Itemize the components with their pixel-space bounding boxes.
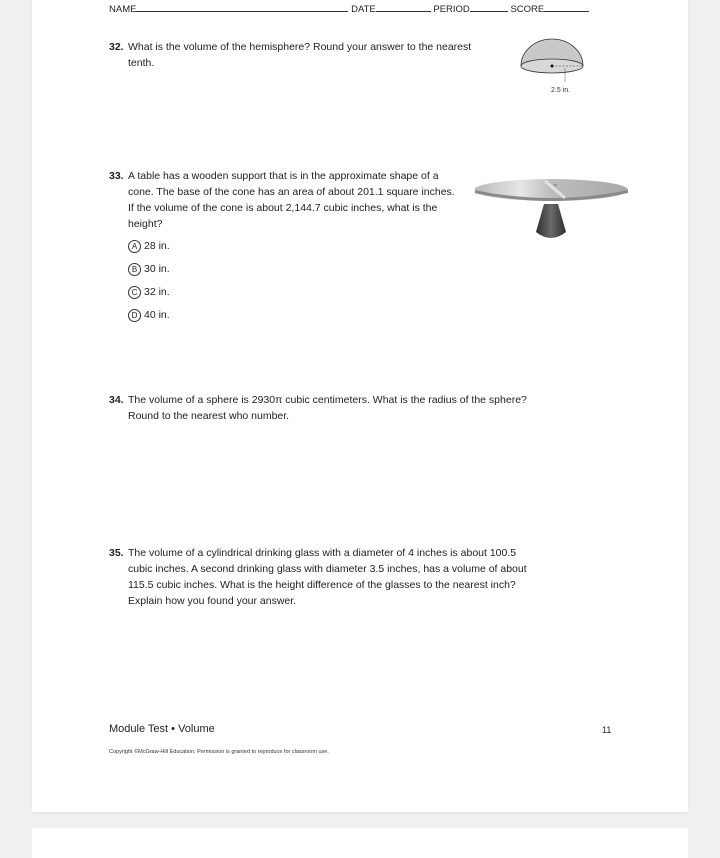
- period-blank[interactable]: [470, 2, 508, 12]
- question-text: [128, 545, 527, 609]
- date-blank[interactable]: [376, 2, 431, 12]
- question-33: [109, 168, 489, 328]
- table-figure: [475, 172, 635, 244]
- question-35: [109, 545, 579, 611]
- radius-label: 2.5 in.: [551, 87, 571, 94]
- question-line: What is the volume of the hemisphere? Round your answer to the nearest: [128, 41, 472, 53]
- date-label: DATE: [351, 4, 376, 15]
- score-blank[interactable]: [544, 2, 589, 12]
- choice-a[interactable]: [128, 238, 170, 254]
- question-34: [109, 392, 579, 426]
- copyright-notice: Copyright ©McGraw-Hill Education. Permission is granted to reproduce for classroom use.: [109, 749, 329, 755]
- name-label: NAME: [109, 4, 137, 15]
- question-line: 115.5 cubic inches. What is the height difference of the glasses to the nearest inch?: [128, 579, 516, 591]
- question-line: cubic inches. A second drinking glass with diameter 3.5 inches, has a volume of about: [128, 563, 527, 575]
- choice-text: 30 in.: [144, 263, 170, 275]
- question-text: [128, 392, 527, 424]
- period-label: PERIOD: [433, 4, 470, 15]
- question-line: A table has a wooden support that is in the approximate shape of a: [128, 170, 439, 182]
- question-line: If the volume of the cone is about 2,144.7 cubic inches, what is the: [128, 202, 438, 214]
- question-line: Round to the nearest who number.: [128, 410, 290, 422]
- worksheet-page: [32, 0, 688, 812]
- choice-text: 40 in.: [144, 309, 170, 321]
- choice-text: 32 in.: [144, 286, 170, 298]
- question-line: The volume of a cylindrical drinking glass with a diameter of 4 inches is about 100.5: [128, 547, 517, 559]
- score-label: SCORE: [510, 4, 545, 15]
- question-number: 34.: [109, 394, 124, 406]
- question-32: [109, 39, 509, 73]
- choice-bubble[interactable]: A: [128, 240, 141, 253]
- question-line: Explain how you found your answer.: [128, 595, 297, 607]
- choice-bubble[interactable]: B: [128, 263, 141, 276]
- choice-bubble[interactable]: C: [128, 286, 141, 299]
- question-line: height?: [128, 218, 163, 230]
- choice-c[interactable]: [128, 284, 170, 300]
- choice-b[interactable]: [128, 261, 170, 277]
- question-number: 33.: [109, 170, 124, 182]
- choice-text: 28 in.: [144, 240, 170, 252]
- next-page-edge: [32, 828, 688, 858]
- hemisphere-figure: [517, 38, 587, 98]
- choice-bubble[interactable]: D: [128, 309, 141, 322]
- question-text: [128, 39, 471, 71]
- choice-d[interactable]: [128, 307, 170, 323]
- question-number: 32.: [109, 41, 124, 53]
- question-number: 35.: [109, 547, 124, 559]
- question-line: tenth.: [128, 57, 155, 69]
- page-number: 11: [602, 725, 612, 735]
- question-line: The volume of a sphere is 2930π cubic centimeters. What is the radius of the sphere?: [128, 394, 527, 406]
- name-blank[interactable]: [136, 2, 348, 12]
- student-info-header: [109, 2, 589, 15]
- question-line: cone. The base of the cone has an area of about 201.1 square inches.: [128, 186, 455, 198]
- question-text: [128, 168, 455, 232]
- module-title: Module Test • Volume: [109, 723, 215, 735]
